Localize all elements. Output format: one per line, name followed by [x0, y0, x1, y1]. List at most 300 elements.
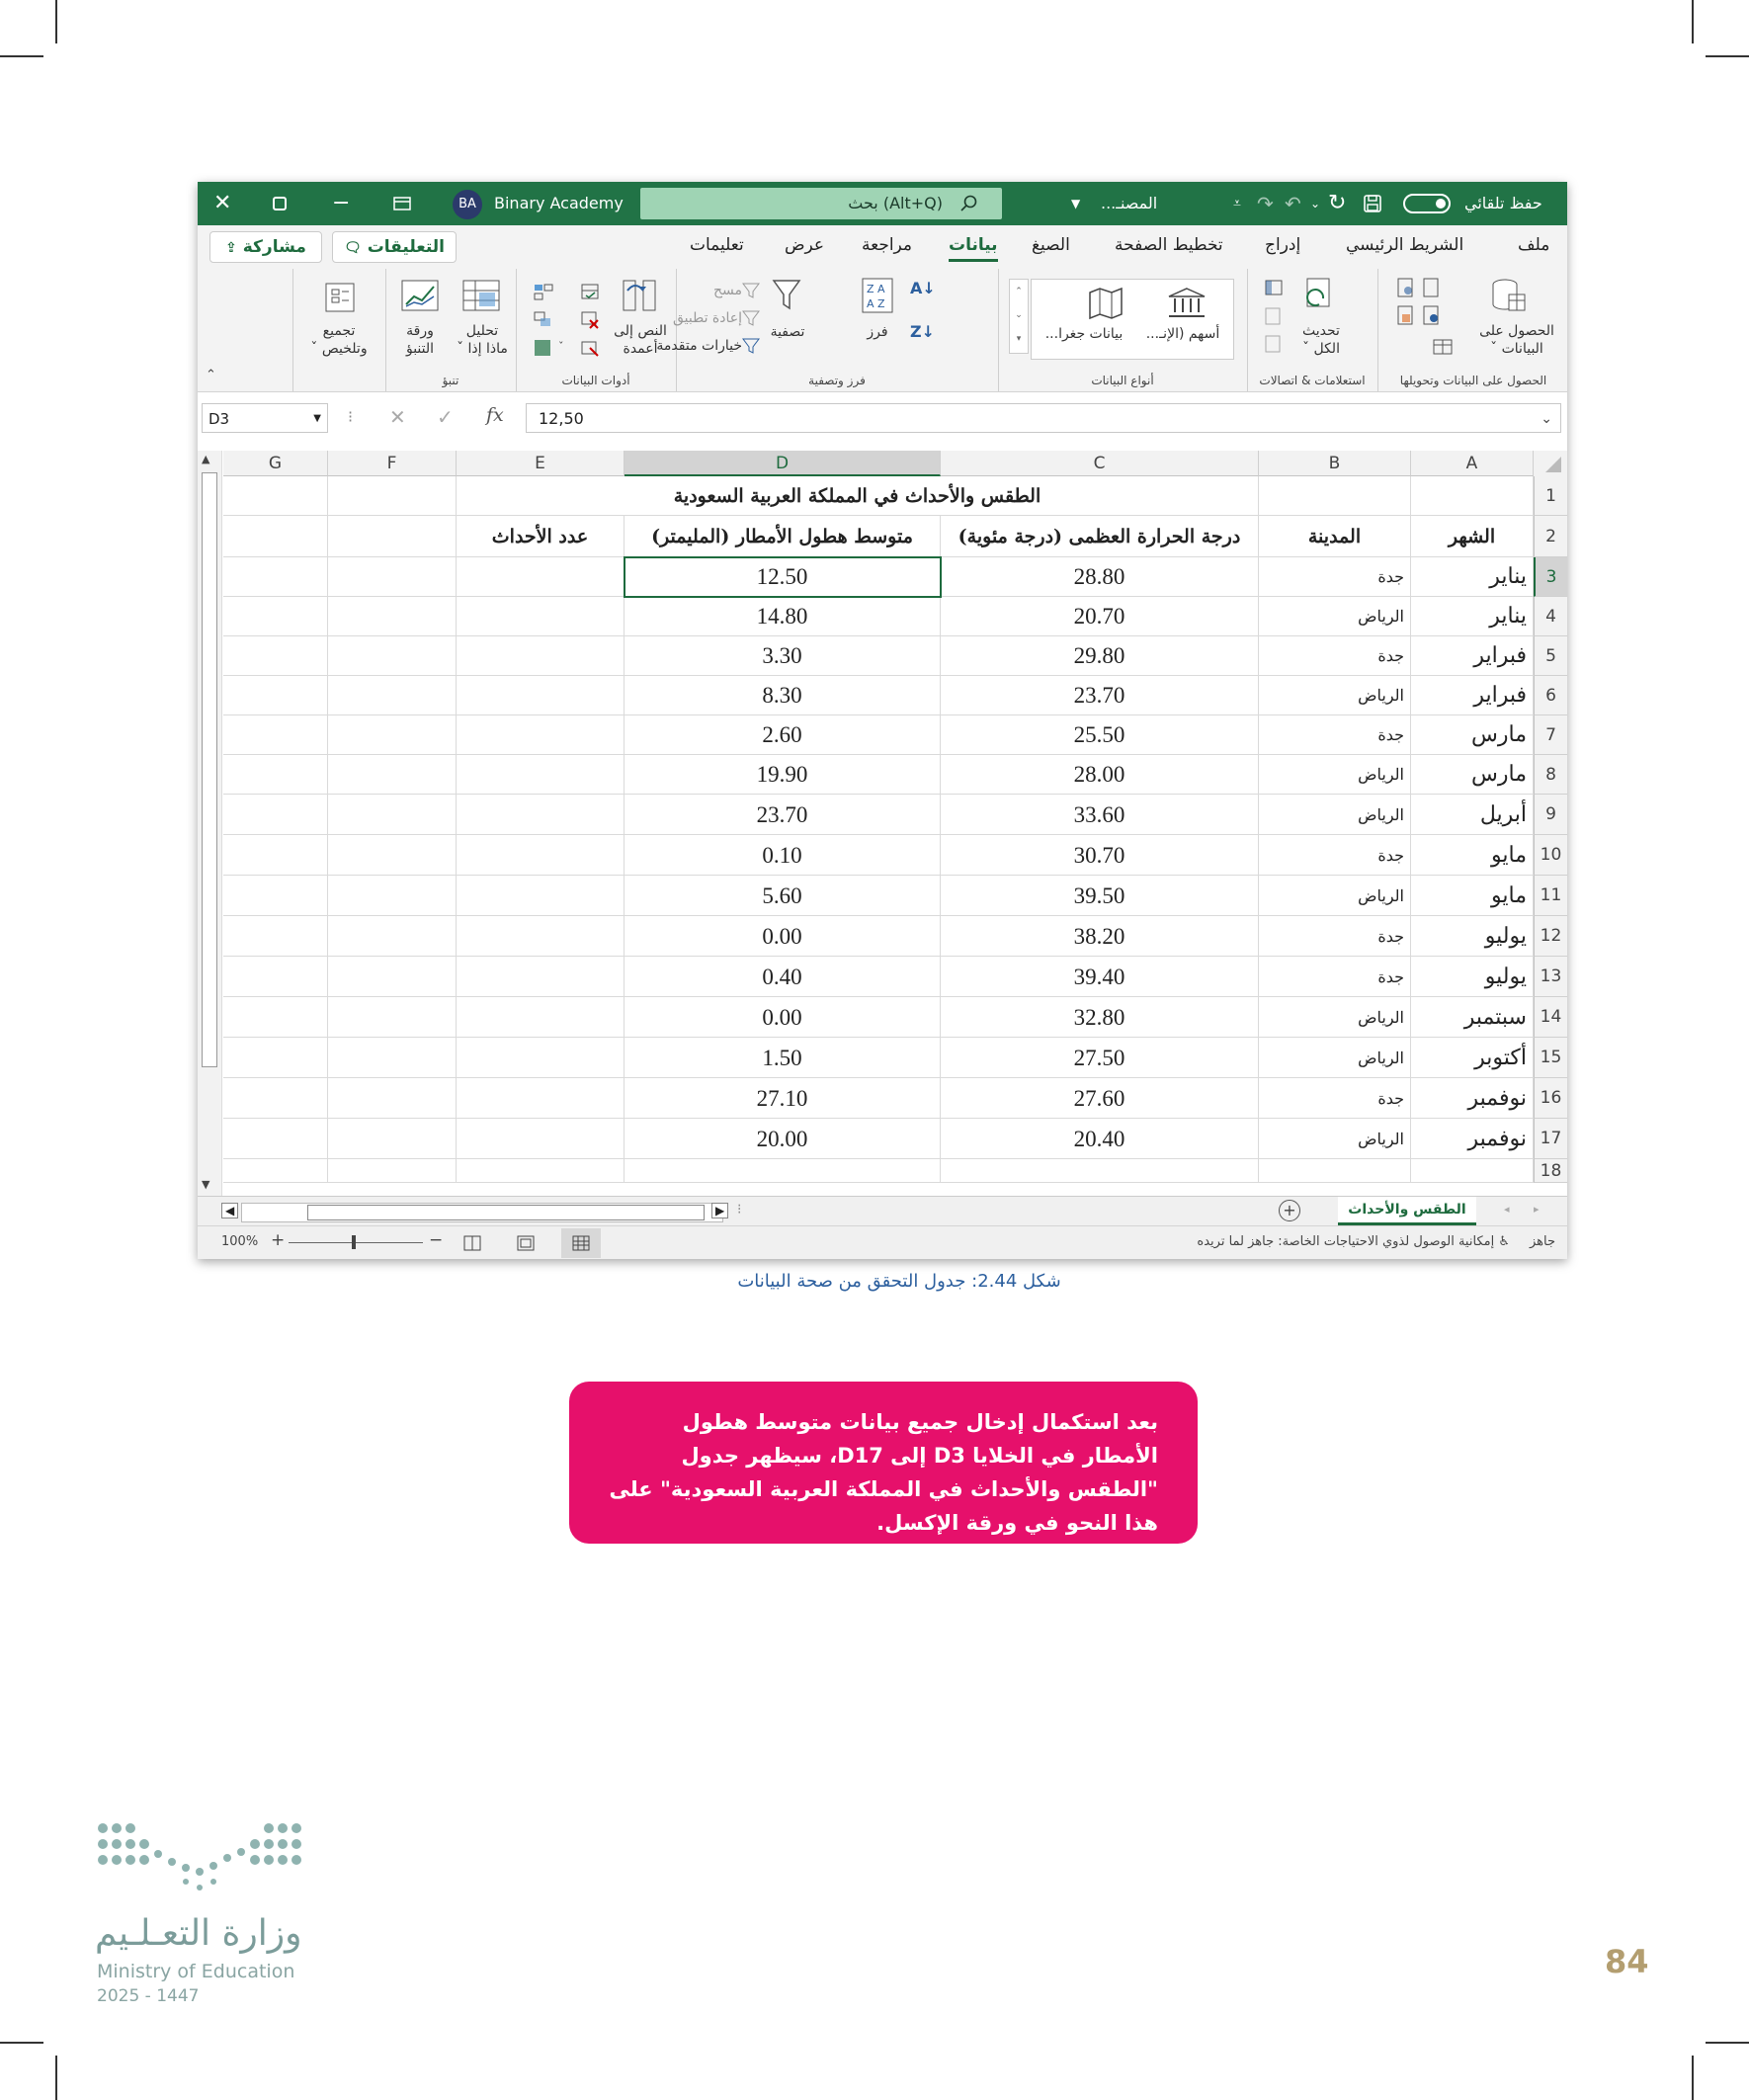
row-header[interactable]: 8: [1534, 755, 1567, 795]
close-icon[interactable]: ✕: [213, 191, 232, 215]
text-to-columns-icon: [620, 277, 663, 316]
cell-events[interactable]: [457, 1078, 625, 1119]
ready-status: جاهز: [1529, 1234, 1555, 1249]
header-cell-city[interactable]: المدينة: [1259, 516, 1411, 557]
svg-text:Z A: Z A: [867, 283, 885, 295]
column-header-d[interactable]: D: [625, 451, 941, 476]
crop-mark: [1706, 55, 1749, 57]
cell[interactable]: [223, 1159, 328, 1183]
cell[interactable]: [223, 715, 328, 755]
normal-view-icon: [571, 1234, 591, 1252]
forecast-label-line2: التنبؤ: [405, 341, 435, 357]
row-header[interactable]: 18: [1534, 1159, 1567, 1183]
cell-rainfall[interactable]: 20.00: [625, 1119, 941, 1159]
cell-city[interactable]: الرياض: [1259, 1038, 1411, 1078]
cell[interactable]: [328, 1119, 457, 1159]
ribbon: [198, 269, 1567, 392]
queries-group-label: استعلامات & اتصالات: [1259, 374, 1366, 387]
crop-mark: [1692, 0, 1694, 43]
tab-view[interactable]: عرض: [785, 235, 825, 255]
get-data-label-line2: البيانات ˇ: [1490, 341, 1543, 357]
refresh-label-line1: تحديث: [1302, 323, 1340, 339]
maximize-icon[interactable]: [273, 182, 287, 225]
accessibility-icon: ♿: [1498, 1234, 1510, 1249]
clear-button[interactable]: مسح: [712, 283, 742, 298]
cell-city[interactable]: الرياض: [1259, 997, 1411, 1038]
cell-month[interactable]: يناير: [1411, 557, 1534, 597]
outline-label[interactable]: [293, 322, 384, 358]
existing-connections-icon[interactable]: [1432, 338, 1454, 356]
cell-max-temp[interactable]: 39.50: [941, 876, 1259, 916]
cell[interactable]: [223, 755, 328, 795]
cell[interactable]: [223, 997, 328, 1038]
tab-data[interactable]: بيانات: [949, 235, 998, 262]
row-header[interactable]: 5: [1534, 636, 1567, 676]
cell[interactable]: [328, 957, 457, 997]
advanced-button[interactable]: خيارات متقدمة: [656, 338, 742, 354]
cancel-icon[interactable]: ✕: [389, 405, 406, 429]
cell-max-temp[interactable]: 20.40: [941, 1119, 1259, 1159]
cell-events[interactable]: [457, 597, 625, 636]
from-table-icon[interactable]: [1396, 304, 1416, 326]
whatif-label-line2: ماذا إذا ˇ: [457, 341, 508, 357]
zoom-in-icon[interactable]: +: [271, 1230, 286, 1250]
cell-events[interactable]: [457, 916, 625, 957]
cell-max-temp[interactable]: 33.60: [941, 795, 1259, 835]
cell-max-temp[interactable]: 38.20: [941, 916, 1259, 957]
cell-events[interactable]: [457, 835, 625, 876]
column-header-a[interactable]: A: [1411, 451, 1534, 476]
cell[interactable]: [223, 835, 328, 876]
row-header[interactable]: 7: [1534, 715, 1567, 755]
cell-rainfall[interactable]: 3.30: [625, 636, 941, 676]
note-box: بعد استكمال إدخال جميع بيانات متوسط هطول الأمطار في الخلايا D3 إلى D17، سيظهر جدول "الطقس والأحداث في المملكة العربية السعودية" على هذا النحو في ورقة الإكسل.: [569, 1382, 1198, 1544]
cell[interactable]: [328, 997, 457, 1038]
name-box-value: D3: [208, 410, 230, 428]
status-bar: [198, 1225, 1567, 1259]
add-sheet-icon[interactable]: +: [1279, 1200, 1300, 1221]
scroll-left-icon[interactable]: ◀: [221, 1203, 238, 1218]
get-data-label-line1: الحصول على: [1479, 323, 1554, 339]
stocks-icon: [1167, 287, 1207, 320]
minimize-icon[interactable]: −: [332, 191, 351, 215]
ministry-name-arabic: وزارة التعـلـيم: [95, 1913, 302, 1954]
forecast-group-label: تنبؤ: [442, 374, 459, 387]
cell[interactable]: [223, 1038, 328, 1078]
geography-button[interactable]: بيانات جغرا...: [1044, 326, 1124, 342]
cell[interactable]: [223, 476, 328, 516]
cell[interactable]: [328, 636, 457, 676]
row-header[interactable]: 6: [1534, 676, 1567, 715]
sort-button[interactable]: فرز: [867, 324, 888, 340]
cell-city[interactable]: الرياض: [1259, 597, 1411, 636]
cell-events[interactable]: [457, 715, 625, 755]
tab-page-layout[interactable]: تخطيط الصفحة: [1115, 235, 1223, 255]
what-if-button[interactable]: [452, 322, 513, 358]
formula-value: 12,50: [539, 409, 584, 428]
sort-icon: [861, 277, 896, 316]
cell-events[interactable]: [457, 636, 625, 676]
cell-events[interactable]: [457, 997, 625, 1038]
relationships-icon[interactable]: [580, 310, 602, 330]
row-header[interactable]: 3: [1534, 557, 1567, 597]
share-icon: ⇪: [225, 240, 237, 256]
cell-month[interactable]: مايو: [1411, 876, 1534, 916]
tab-formulas[interactable]: الصيغ: [1032, 235, 1070, 255]
cell[interactable]: [223, 916, 328, 957]
tab-file[interactable]: ملف: [1518, 235, 1550, 255]
account-name[interactable]: Binary Academy: [494, 194, 624, 212]
reapply-button[interactable]: إعادة تطبيق: [672, 310, 742, 326]
sheet-tab-bar: [198, 1196, 1567, 1226]
cell-city[interactable]: جدة: [1259, 1078, 1411, 1119]
redo-icon[interactable]: ↷: [1257, 192, 1274, 215]
ministry-name-english: Ministry of Education: [97, 1961, 295, 1982]
excel-window: [198, 182, 1567, 1259]
accessibility-status[interactable]: [1197, 1234, 1510, 1249]
autosave-toggle[interactable]: [1403, 194, 1451, 213]
cell-month[interactable]: أكتوبر: [1411, 1038, 1534, 1078]
cell-max-temp[interactable]: 39.40: [941, 957, 1259, 997]
cell-rainfall[interactable]: 27.10: [625, 1078, 941, 1119]
sort-filter-group-label: فرز وتصفية: [808, 374, 866, 387]
cell[interactable]: [1259, 1159, 1411, 1183]
filter-button[interactable]: تصفية: [770, 324, 805, 340]
cell-rainfall[interactable]: 0.00: [625, 997, 941, 1038]
page-layout-view-icon[interactable]: [516, 1234, 536, 1252]
edit-links-icon[interactable]: [1264, 334, 1286, 354]
cell[interactable]: [328, 1159, 457, 1183]
cell-month[interactable]: فبراير: [1411, 636, 1534, 676]
row-header[interactable]: 17: [1534, 1119, 1567, 1159]
prev-sheet-icon[interactable]: ◂: [1504, 1203, 1510, 1216]
select-all-corner[interactable]: [1534, 451, 1567, 477]
cell[interactable]: [625, 1159, 941, 1183]
vertical-scrollbar[interactable]: [198, 451, 222, 1196]
more-options-icon[interactable]: ⁝: [348, 407, 354, 426]
cell-city[interactable]: جدة: [1259, 557, 1411, 597]
cell-city[interactable]: الرياض: [1259, 676, 1411, 715]
cell[interactable]: [223, 1078, 328, 1119]
filename[interactable]: المصنـ...: [1101, 194, 1158, 212]
menu-bar: [198, 225, 1567, 269]
crop-mark: [1692, 2056, 1694, 2100]
header-cell-month[interactable]: الشهر: [1411, 516, 1534, 557]
outline-icon: [323, 281, 357, 314]
ttc-label-line1: النص إلى: [614, 323, 667, 339]
cell[interactable]: [328, 755, 457, 795]
cell-rainfall[interactable]: 0.10: [625, 835, 941, 876]
zoom-out-icon[interactable]: −: [429, 1230, 444, 1250]
cell[interactable]: [328, 916, 457, 957]
cell-month[interactable]: يناير: [1411, 597, 1534, 636]
svg-text:A Z: A Z: [867, 297, 885, 310]
cell[interactable]: [223, 597, 328, 636]
data-validation-icon[interactable]: [580, 283, 602, 302]
cell-events[interactable]: [457, 1119, 625, 1159]
column-header-c[interactable]: C: [941, 451, 1259, 476]
manage-data-model-icon[interactable]: [580, 338, 602, 358]
row-header[interactable]: 13: [1534, 957, 1567, 997]
queries-connections-icon[interactable]: [1264, 279, 1286, 298]
worksheet-grid: [198, 451, 1567, 1208]
chevron-down-icon[interactable]: ⌄: [1310, 197, 1321, 210]
cell[interactable]: [223, 676, 328, 715]
cell[interactable]: [328, 876, 457, 916]
row-header[interactable]: 16: [1534, 1078, 1567, 1119]
cell-city[interactable]: جدة: [1259, 835, 1411, 876]
cell[interactable]: [941, 1159, 1259, 1183]
page-break-view-icon[interactable]: [462, 1234, 482, 1252]
geography-icon: [1086, 287, 1125, 320]
row-header[interactable]: 2: [1534, 516, 1567, 557]
share-button[interactable]: [209, 231, 322, 263]
cell-month[interactable]: نوفمبر: [1411, 1078, 1534, 1119]
data-types-group-label: أنواع البيانات: [1091, 374, 1154, 387]
cell[interactable]: [328, 1078, 457, 1119]
ttc-label-line2: أعمدة: [623, 341, 658, 357]
cell-month[interactable]: يوليو: [1411, 957, 1534, 997]
cell-rainfall[interactable]: 8.30: [625, 676, 941, 715]
save-icon[interactable]: [1364, 182, 1381, 225]
recent-sources-icon[interactable]: [1422, 304, 1442, 326]
what-if-icon: [461, 279, 501, 314]
sort-az-icon[interactable]: A↓: [910, 279, 936, 297]
expand-formula-icon[interactable]: ⌄: [1541, 411, 1552, 427]
cell-max-temp[interactable]: 27.50: [941, 1038, 1259, 1078]
search-input[interactable]: [640, 188, 1002, 219]
properties-icon[interactable]: [1264, 306, 1286, 326]
cell-rainfall[interactable]: 19.90: [625, 755, 941, 795]
forecast-sheet-button[interactable]: [398, 322, 442, 358]
accessibility-text: إمكانية الوصول لذوي الاحتياجات الخاصة: جاهز لما تريده: [1197, 1234, 1495, 1249]
cell[interactable]: [328, 557, 457, 597]
cell-month[interactable]: أبريل: [1411, 795, 1534, 835]
cell[interactable]: [328, 516, 457, 557]
cell-month[interactable]: نوفمبر: [1411, 1119, 1534, 1159]
cell[interactable]: [223, 876, 328, 916]
cell-events[interactable]: [457, 755, 625, 795]
customize-toolbar-icon[interactable]: ⩡: [1233, 196, 1241, 211]
formula-input[interactable]: [526, 403, 1561, 433]
cell-max-temp[interactable]: 32.80: [941, 997, 1259, 1038]
forecast-label-line1: ورقة: [406, 323, 434, 339]
cell-max-temp[interactable]: 29.80: [941, 636, 1259, 676]
cell-max-temp[interactable]: 27.60: [941, 1078, 1259, 1119]
vertical-scroll-thumb[interactable]: [202, 472, 217, 1067]
cell[interactable]: [328, 835, 457, 876]
row-header[interactable]: 4: [1534, 597, 1567, 636]
formula-bar: [198, 399, 1567, 439]
get-data-icon: [1487, 277, 1527, 316]
row-header[interactable]: 10: [1534, 835, 1567, 876]
cell-city[interactable]: جدة: [1259, 715, 1411, 755]
cell[interactable]: [223, 557, 328, 597]
get-data-button[interactable]: [1469, 322, 1564, 358]
row-header[interactable]: 1: [1534, 476, 1567, 516]
cell[interactable]: [1411, 476, 1534, 516]
tab-help[interactable]: تعليمات: [690, 235, 744, 255]
account-avatar[interactable]: BA: [453, 190, 482, 219]
stocks-button[interactable]: أسهم (الإنـ...: [1145, 326, 1220, 342]
figure-caption-text: جدول التحقق من صحة البيانات: [737, 1271, 966, 1292]
cell-month[interactable]: سبتمبر: [1411, 997, 1534, 1038]
more-options-icon[interactable]: ⁝: [737, 1202, 742, 1218]
column-header-g[interactable]: G: [223, 451, 328, 476]
header-cell-rainfall[interactable]: متوسط هطول الأمطار (المليمتر): [625, 516, 941, 557]
cell-city[interactable]: جدة: [1259, 636, 1411, 676]
column-header-e[interactable]: E: [457, 451, 625, 476]
clear-filter-icon: [742, 283, 760, 298]
from-web-icon[interactable]: [1422, 277, 1442, 298]
cell-events[interactable]: [457, 557, 625, 597]
sort-za-icon[interactable]: Z↓: [910, 322, 936, 341]
cell[interactable]: [328, 597, 457, 636]
header-cell-events[interactable]: عدد الأحداث: [457, 516, 625, 557]
cell-month[interactable]: مارس: [1411, 755, 1534, 795]
row-header[interactable]: 14: [1534, 997, 1567, 1038]
cell-events[interactable]: [457, 876, 625, 916]
cell-rainfall[interactable]: 0.00: [625, 916, 941, 957]
cell-max-temp[interactable]: 28.80: [941, 557, 1259, 597]
cell-max-temp[interactable]: 30.70: [941, 835, 1259, 876]
sheet-tab[interactable]: [1338, 1197, 1476, 1225]
flash-fill-icon[interactable]: [533, 283, 554, 302]
remove-duplicates-icon[interactable]: [533, 310, 554, 330]
cell-month[interactable]: يوليو: [1411, 916, 1534, 957]
cell-city[interactable]: الرياض: [1259, 876, 1411, 916]
cell-rainfall[interactable]: 1.50: [625, 1038, 941, 1078]
comments-label: التعليقات: [367, 237, 446, 257]
horizontal-scrollbar[interactable]: [241, 1203, 723, 1222]
name-box[interactable]: [202, 403, 328, 433]
reapply-icon: [742, 310, 760, 326]
cell-events[interactable]: [457, 676, 625, 715]
cell-max-temp[interactable]: 28.00: [941, 755, 1259, 795]
from-text-icon[interactable]: [1396, 277, 1416, 298]
cell[interactable]: [1411, 1159, 1534, 1183]
row-header[interactable]: 15: [1534, 1038, 1567, 1078]
sort-filter-group: [656, 269, 997, 391]
cell[interactable]: [457, 1159, 625, 1183]
cell-city[interactable]: الرياض: [1259, 755, 1411, 795]
tab-review[interactable]: مراجعة: [862, 235, 913, 255]
crop-mark: [0, 2042, 43, 2044]
zoom-slider-thumb[interactable]: [352, 1235, 356, 1249]
cell-max-temp[interactable]: 25.50: [941, 715, 1259, 755]
enter-icon[interactable]: ✓: [437, 405, 454, 429]
share-label: مشاركة: [242, 237, 306, 257]
cell-max-temp[interactable]: 23.70: [941, 676, 1259, 715]
chevron-down-icon[interactable]: ▼: [1071, 197, 1081, 210]
cell[interactable]: [328, 715, 457, 755]
cell[interactable]: [328, 1038, 457, 1078]
cell[interactable]: [328, 476, 457, 516]
tab-insert[interactable]: إدراج: [1265, 235, 1301, 255]
cell[interactable]: [223, 1119, 328, 1159]
cell-rainfall[interactable]: 12.50: [625, 557, 941, 597]
figure-caption: [692, 1271, 1107, 1292]
sheet-title-cell[interactable]: الطقس والأحداث في المملكة العربية السعودية: [457, 476, 1259, 516]
cell-rainfall[interactable]: 23.70: [625, 795, 941, 835]
cell-rainfall[interactable]: 14.80: [625, 597, 941, 636]
next-sheet-icon[interactable]: ▸: [1534, 1203, 1540, 1216]
outline-group: [292, 269, 384, 391]
whatif-label-line1: تحليل: [465, 323, 499, 339]
row-header[interactable]: 11: [1534, 876, 1567, 916]
cell[interactable]: [328, 795, 457, 835]
data-types-scroll[interactable]: ⌃ ⌄ ▾: [1009, 279, 1029, 354]
cell[interactable]: [328, 676, 457, 715]
refresh-all-button[interactable]: [1291, 322, 1351, 358]
scroll-right-icon[interactable]: ▶: [711, 1203, 728, 1218]
cell-city[interactable]: جدة: [1259, 957, 1411, 997]
tab-home[interactable]: الشريط الرئيسي: [1346, 235, 1464, 255]
comments-button[interactable]: [332, 231, 457, 263]
comment-icon: 🗨: [343, 240, 362, 256]
cell-city[interactable]: الرياض: [1259, 795, 1411, 835]
ribbon-display-icon[interactable]: [393, 182, 411, 225]
figure-number: شكل 2.44:: [971, 1271, 1061, 1292]
column-header-f[interactable]: F: [328, 451, 457, 476]
cell[interactable]: [1259, 476, 1411, 516]
chevron-down-icon[interactable]: ▼: [313, 413, 321, 424]
cell-rainfall[interactable]: 5.60: [625, 876, 941, 916]
zoom-slider[interactable]: [289, 1242, 423, 1243]
cell-events[interactable]: [457, 795, 625, 835]
outline-label-line2: وتلخيص ˇ: [310, 341, 368, 357]
cell-month[interactable]: فبراير: [1411, 676, 1534, 715]
row-header[interactable]: 12: [1534, 916, 1567, 957]
page-number: 84: [1605, 1943, 1649, 1980]
cell-month[interactable]: مارس: [1411, 715, 1534, 755]
cell-rainfall[interactable]: 2.60: [625, 715, 941, 755]
advanced-filter-icon: [742, 338, 760, 354]
cell-events[interactable]: [457, 957, 625, 997]
outline-label-line1: تجميع: [322, 323, 356, 339]
cell[interactable]: [223, 957, 328, 997]
forecast-group: [385, 269, 515, 391]
scroll-down-icon[interactable]: ▼: [202, 1178, 210, 1191]
cell-max-temp[interactable]: 20.70: [941, 597, 1259, 636]
cell-city[interactable]: جدة: [1259, 916, 1411, 957]
scroll-up-icon[interactable]: ▲: [202, 453, 210, 465]
cell-events[interactable]: [457, 1038, 625, 1078]
normal-view-button[interactable]: [561, 1228, 601, 1258]
zoom-level[interactable]: 100%: [221, 1234, 259, 1249]
search-placeholder: بحث (Alt+Q): [848, 194, 943, 212]
column-header-b[interactable]: B: [1259, 451, 1411, 476]
cell-month[interactable]: مايو: [1411, 835, 1534, 876]
insert-function-icon[interactable]: fx: [486, 404, 504, 426]
cell[interactable]: [223, 795, 328, 835]
horizontal-scroll-thumb[interactable]: [307, 1205, 705, 1220]
cell[interactable]: [223, 516, 328, 557]
consolidate-icon[interactable]: [533, 338, 554, 358]
data-tools-group-label: أدوات البيانات: [561, 374, 630, 387]
header-cell-max-temp[interactable]: درجة الحرارة العظمى (درجة مئوية): [941, 516, 1259, 557]
row-header[interactable]: 9: [1534, 795, 1567, 835]
cell-city[interactable]: الرياض: [1259, 1119, 1411, 1159]
collapse-ribbon-icon[interactable]: ⌃: [206, 368, 216, 382]
sheet-tab-label: الطقس والأحداث: [1348, 1202, 1466, 1218]
cell[interactable]: [223, 636, 328, 676]
autosave-label: حفظ تلقائي: [1464, 194, 1542, 212]
cell-rainfall[interactable]: 0.40: [625, 957, 941, 997]
chevron-down-icon[interactable]: ˇ: [558, 340, 564, 353]
refresh-icon[interactable]: ↻: [1328, 191, 1347, 215]
undo-icon[interactable]: ↶: [1285, 192, 1301, 215]
